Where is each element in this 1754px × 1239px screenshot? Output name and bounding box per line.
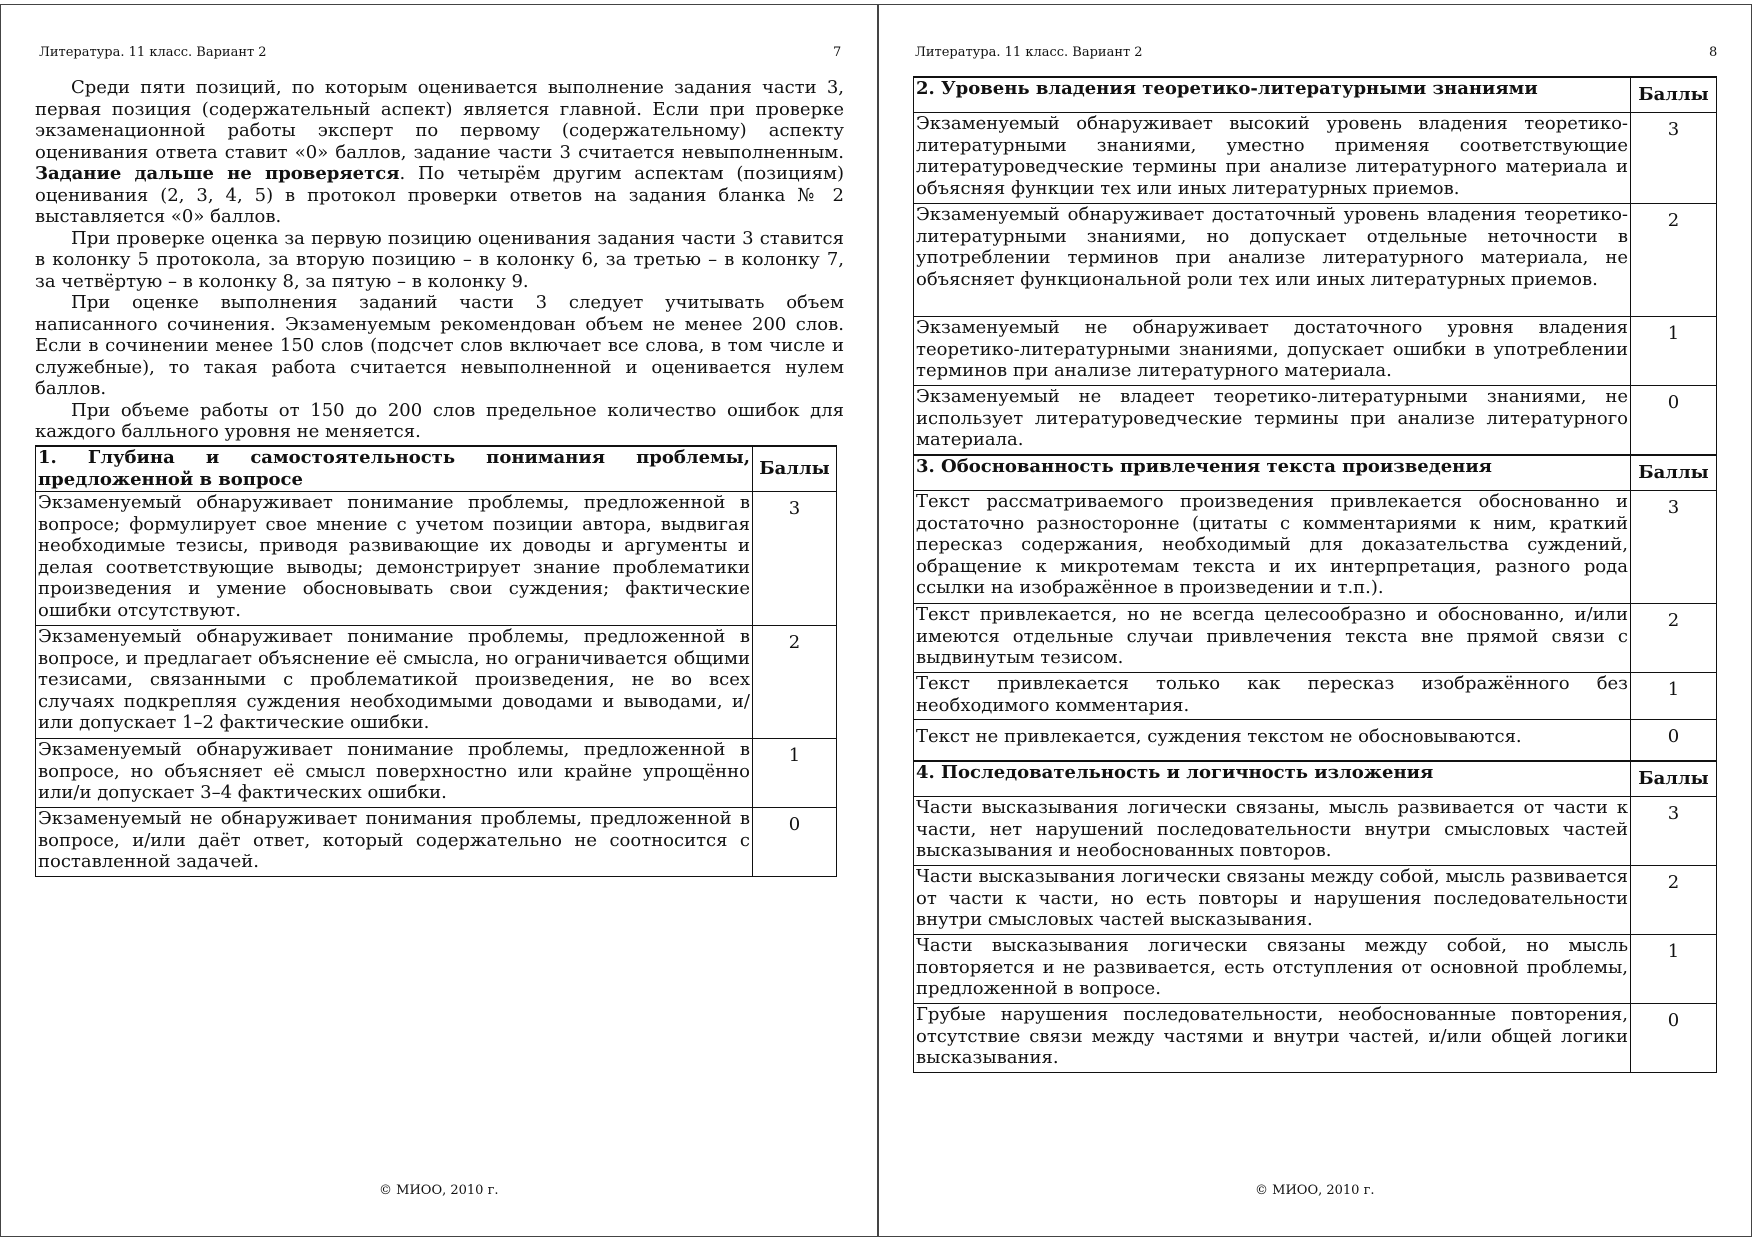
criterion-text: Текст рассматриваемого произведения привлекается обоснованно и достаточно разносторонне (цитаты с комментариями к ним, краткий пересказ содержания, необходимый для доказательства суждений, обращение к микротемам текста и их интерпретация, разного рода ссылки на изображённое в произведении и т.п.).: [914, 491, 1631, 604]
criterion-text: Текст не привлекается, суждения текстом не обосновываются.: [914, 720, 1631, 762]
score-value: 2: [1631, 866, 1717, 935]
criterion-text: Экзаменуемый обнаруживает высокий уровень владения теоретико-литературными знаниями, уместно применяя соответствующие литературоведческие термины при анализе литературного материала и объясняя функции тех или иных литературных приемов.: [914, 113, 1631, 204]
paragraph: Среди пяти позиций, по которым оценивается выполнение задания части 3, первая позиция (содержательный аспект) является главной. Если при проверке экзаменационной работы эксперт по первому (содержательному) аспекту оценивания ответа ставит «0» баллов, задание части 3 считается невыполненным. Задание дальше не проверяется. По четырём другим аспектам (позициям) оценивания (2, 3, 4, 5) в протокол проверки ответов на задания бланка № 2 выставляется «0» баллов.: [35, 77, 845, 227]
criterion-text: Текст привлекается, но не всегда целесообразно и обоснованно, и/или имеются отдельные случаи привлечения текста вне прямой связи с выдвинутым тезисом.: [914, 604, 1631, 673]
criterion-text: Грубые нарушения последовательности, необоснованные повторения, отсутствие связи между частями и внутри частей, и/или общей логики высказывания.: [914, 1004, 1631, 1073]
table-row: [914, 1004, 1717, 1073]
table-row: [914, 317, 1717, 386]
criterion-text: Экзаменуемый обнаруживает достаточный уровень владения теоретико-литературными знаниями, но допускает отдельные неточности в употреблении терминов при анализе литературного материала, не объясняет функциональной роли тех или иных литературных приемов.: [914, 204, 1631, 317]
table-row: [36, 808, 837, 877]
page-header: Литература. 11 класс. Вариант 2: [915, 45, 1143, 60]
score-value: 1: [1631, 317, 1717, 386]
score-value: 1: [1631, 935, 1717, 1004]
criterion-text: Экзаменуемый обнаруживает понимание проблемы, предложенной в вопросе, и предлагает объяснение её смысла, но ограничивается общими тезисами, связанными с проблематикой произведения, не во всех случаях подкрепляя суждения необходимыми доводами и выводами, и/или допускает 1–2 фактические ошибки.: [36, 626, 753, 739]
paragraph: При проверке оценка за первую позицию оценивания задания части 3 ставится в колонку 5 протокола, за вторую позицию – в колонку 6, за третью – в колонку 7, за четвёртую – в колонку 8, за пятую – в колонку 9.: [35, 227, 844, 292]
page-header: Литература. 11 класс. Вариант 2: [39, 45, 267, 60]
right-page: [878, 4, 1752, 1237]
score-value: 3: [1631, 113, 1717, 204]
table-row: [914, 204, 1717, 317]
bold-phrase: Задание дальше не проверяется: [35, 163, 400, 184]
table-row: [914, 866, 1717, 935]
page-footer: © МИОО, 2010 г.: [1255, 1183, 1375, 1198]
section-title: 4. Последовательность и логичность изложения: [914, 761, 1631, 797]
criterion-text: Экзаменуемый обнаруживает понимание проблемы, предложенной в вопросе, но объясняет её смысл поверхностно или крайне упрощённо или/и допускает 3–4 фактических ошибки.: [36, 739, 753, 808]
score-header: Баллы: [1631, 455, 1717, 491]
score-value: 0: [1631, 720, 1717, 762]
score-value: 3: [1631, 491, 1717, 604]
section-header: [914, 455, 1717, 491]
section-header: [36, 446, 837, 492]
score-value: 0: [753, 808, 837, 877]
rubric-table-2: [913, 76, 1717, 1073]
score-header: Баллы: [753, 446, 837, 492]
table-row: [914, 604, 1717, 673]
score-value: 1: [753, 739, 837, 808]
score-value: 2: [1631, 204, 1717, 317]
table-row: [914, 113, 1717, 204]
table-row: [36, 492, 837, 626]
score-value: 2: [753, 626, 837, 739]
section-header: [914, 761, 1717, 797]
table-row: [36, 739, 837, 808]
intro-text: [35, 77, 844, 443]
table-row: [36, 626, 837, 739]
page-number: 7: [833, 45, 842, 60]
criterion-text: Части высказывания логически связаны, мысль развивается от части к части, нет нарушений последовательности внутри смысловых частей высказывания и необоснованных повторов.: [914, 797, 1631, 866]
paragraph: При оценке выполнения заданий части 3 следует учитывать объем написанного сочинения. Экзаменуемым рекомендован объем не менее 200 слов. Если в сочинении менее 150 слов (подсчет слов включает все слова, в том числе и служебные), то такая работа считается невыполненной и оценивается нулем баллов.: [35, 292, 844, 399]
page-footer: © МИОО, 2010 г.: [379, 1183, 499, 1198]
criterion-text: Части высказывания логически связаны между собой, мысль развивается от части к части, но есть повторы и нарушения последовательности внутри смысловых частей высказывания.: [914, 866, 1631, 935]
table-row: [914, 935, 1717, 1004]
section-title: 3. Обоснованность привлечения текста произведения: [914, 455, 1631, 491]
section-title: 1. Глубина и самостоятельность понимания проблемы, предложенной в вопросе: [36, 446, 753, 492]
score-header: Баллы: [1631, 761, 1717, 797]
table-row: [914, 386, 1717, 456]
table-row: [914, 720, 1717, 762]
criterion-text: Экзаменуемый обнаруживает понимание проблемы, предложенной в вопросе; формулирует свое мнение с учетом позиции автора, выдвигая необходимые тезисы, приводя развивающие их доводы и аргументы и делая соответствующие выводы; демонстрирует знание проблематики произведения и умение обосновывать свои суждения; фактические ошибки отсутствуют.: [36, 492, 753, 626]
criterion-text: Экзаменуемый не владеет теоретико-литературными знаниями, не использует литературоведческие термины при анализе литературного материала.: [914, 386, 1631, 456]
score-value: 1: [1631, 673, 1717, 720]
table-row: [914, 673, 1717, 720]
paragraph: При объеме работы от 150 до 200 слов предельное количество ошибок для каждого балльного уровня не меняется.: [35, 399, 844, 442]
rubric-table-1: [35, 445, 837, 877]
left-page: [0, 4, 878, 1237]
score-value: 2: [1631, 604, 1717, 673]
criterion-text: Экзаменуемый не обнаруживает достаточного уровня владения теоретико-литературными знаниями, допускает ошибки в употреблении терминов при анализе литературного материала.: [914, 317, 1631, 386]
table-row: [914, 797, 1717, 866]
section-header: [914, 77, 1717, 113]
criterion-text: Текст привлекается только как пересказ изображённого без необходимого комментария.: [914, 673, 1631, 720]
section-title: 2. Уровень владения теоретико-литературными знаниями: [914, 77, 1631, 113]
score-value: 0: [1631, 386, 1717, 456]
score-value: 3: [753, 492, 837, 626]
score-value: 0: [1631, 1004, 1717, 1073]
criterion-text: Экзаменуемый не обнаруживает понимания проблемы, предложенной в вопросе, и/или даёт ответ, который содержательно не соотносится с поставленной задачей.: [36, 808, 753, 877]
criterion-text: Части высказывания логически связаны между собой, но мысль повторяется и не развивается, есть отступления от основной проблемы, предложенной в вопросе.: [914, 935, 1631, 1004]
score-value: 3: [1631, 797, 1717, 866]
score-header: Баллы: [1631, 77, 1717, 113]
page-number: 8: [1709, 45, 1718, 60]
table-row: [914, 491, 1717, 604]
